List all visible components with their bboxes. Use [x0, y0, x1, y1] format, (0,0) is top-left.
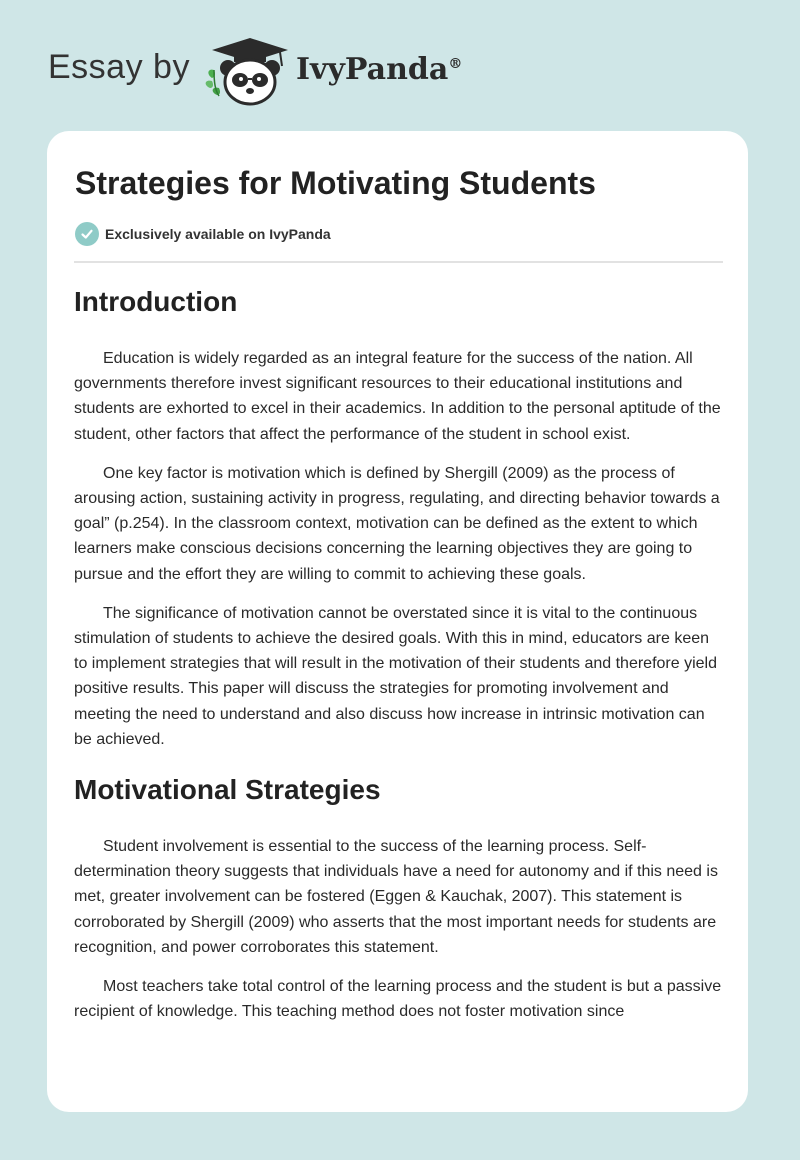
essay-by-label: Essay by	[48, 48, 190, 86]
brand-name[interactable]	[296, 52, 462, 87]
site-header	[0, 0, 800, 120]
essay-card	[47, 131, 748, 1112]
section-heading-introduction: Introduction	[74, 286, 238, 317]
exclusive-badge-label: Exclusively available on IvyPanda	[105, 226, 331, 242]
paragraph: Most teachers take total control of the learning process and the student is but a passive recipient of knowledge. This teaching method does not foster motivation since	[74, 978, 722, 1021]
section-heading-motivational-strategies: Motivational Strategies	[74, 774, 381, 806]
title-divider	[74, 261, 723, 263]
paragraph: One key factor is motivation which is defined by Shergill (2009) as the process of arousing action, sustaining activity in progress, regulating, and directing behavior towards a goal” (p.254). In the classroom context, motivation can be defined as the extent to which learners make conscious decisions concerning the learning objectives they are going to pursue and the effort they are willing to commit to achieving these goals.	[74, 464, 720, 583]
exclusive-badge	[75, 222, 331, 246]
page-title: Strategies for Motivating Students	[75, 165, 596, 201]
paragraph: The significance of motivation cannot be overstated since it is vital to the continuous stimulation of students to achieve the desired goals. With this in mind, educators are keen to implement strategies that will result in the motivation of their students and therefore yield positive results. This paper will discuss the strategies for promoting involvement and meeting the need to understand and also discuss how increase in intrinsic motivation can be achieved.	[74, 604, 717, 748]
paragraph: Student involvement is essential to the success of the learning process. Self-determination theory suggests that individuals have a need for autonomy and if this need is met, greater involvement can be fostered (Eggen & Kauchak, 2007). This statement is corroborated by Shergill (2009) who asserts that the most important needs for students are recognition, and power corroborates this statement.	[74, 838, 718, 956]
ivypanda-logo-icon[interactable]	[200, 30, 300, 110]
paragraph: Education is widely regarded as an integral feature for the success of the nation. All governments therefore invest significant resources to their educational institutions and students are exhorted to excel in their academics. In addition to the personal aptitude of the student, other factors that affect the performance of the student in school exist.	[74, 350, 721, 443]
registered-mark: ®	[448, 56, 463, 72]
check-icon	[75, 222, 99, 246]
essay-content	[74, 281, 726, 1038]
brand-text: IvyPanda	[296, 52, 449, 87]
